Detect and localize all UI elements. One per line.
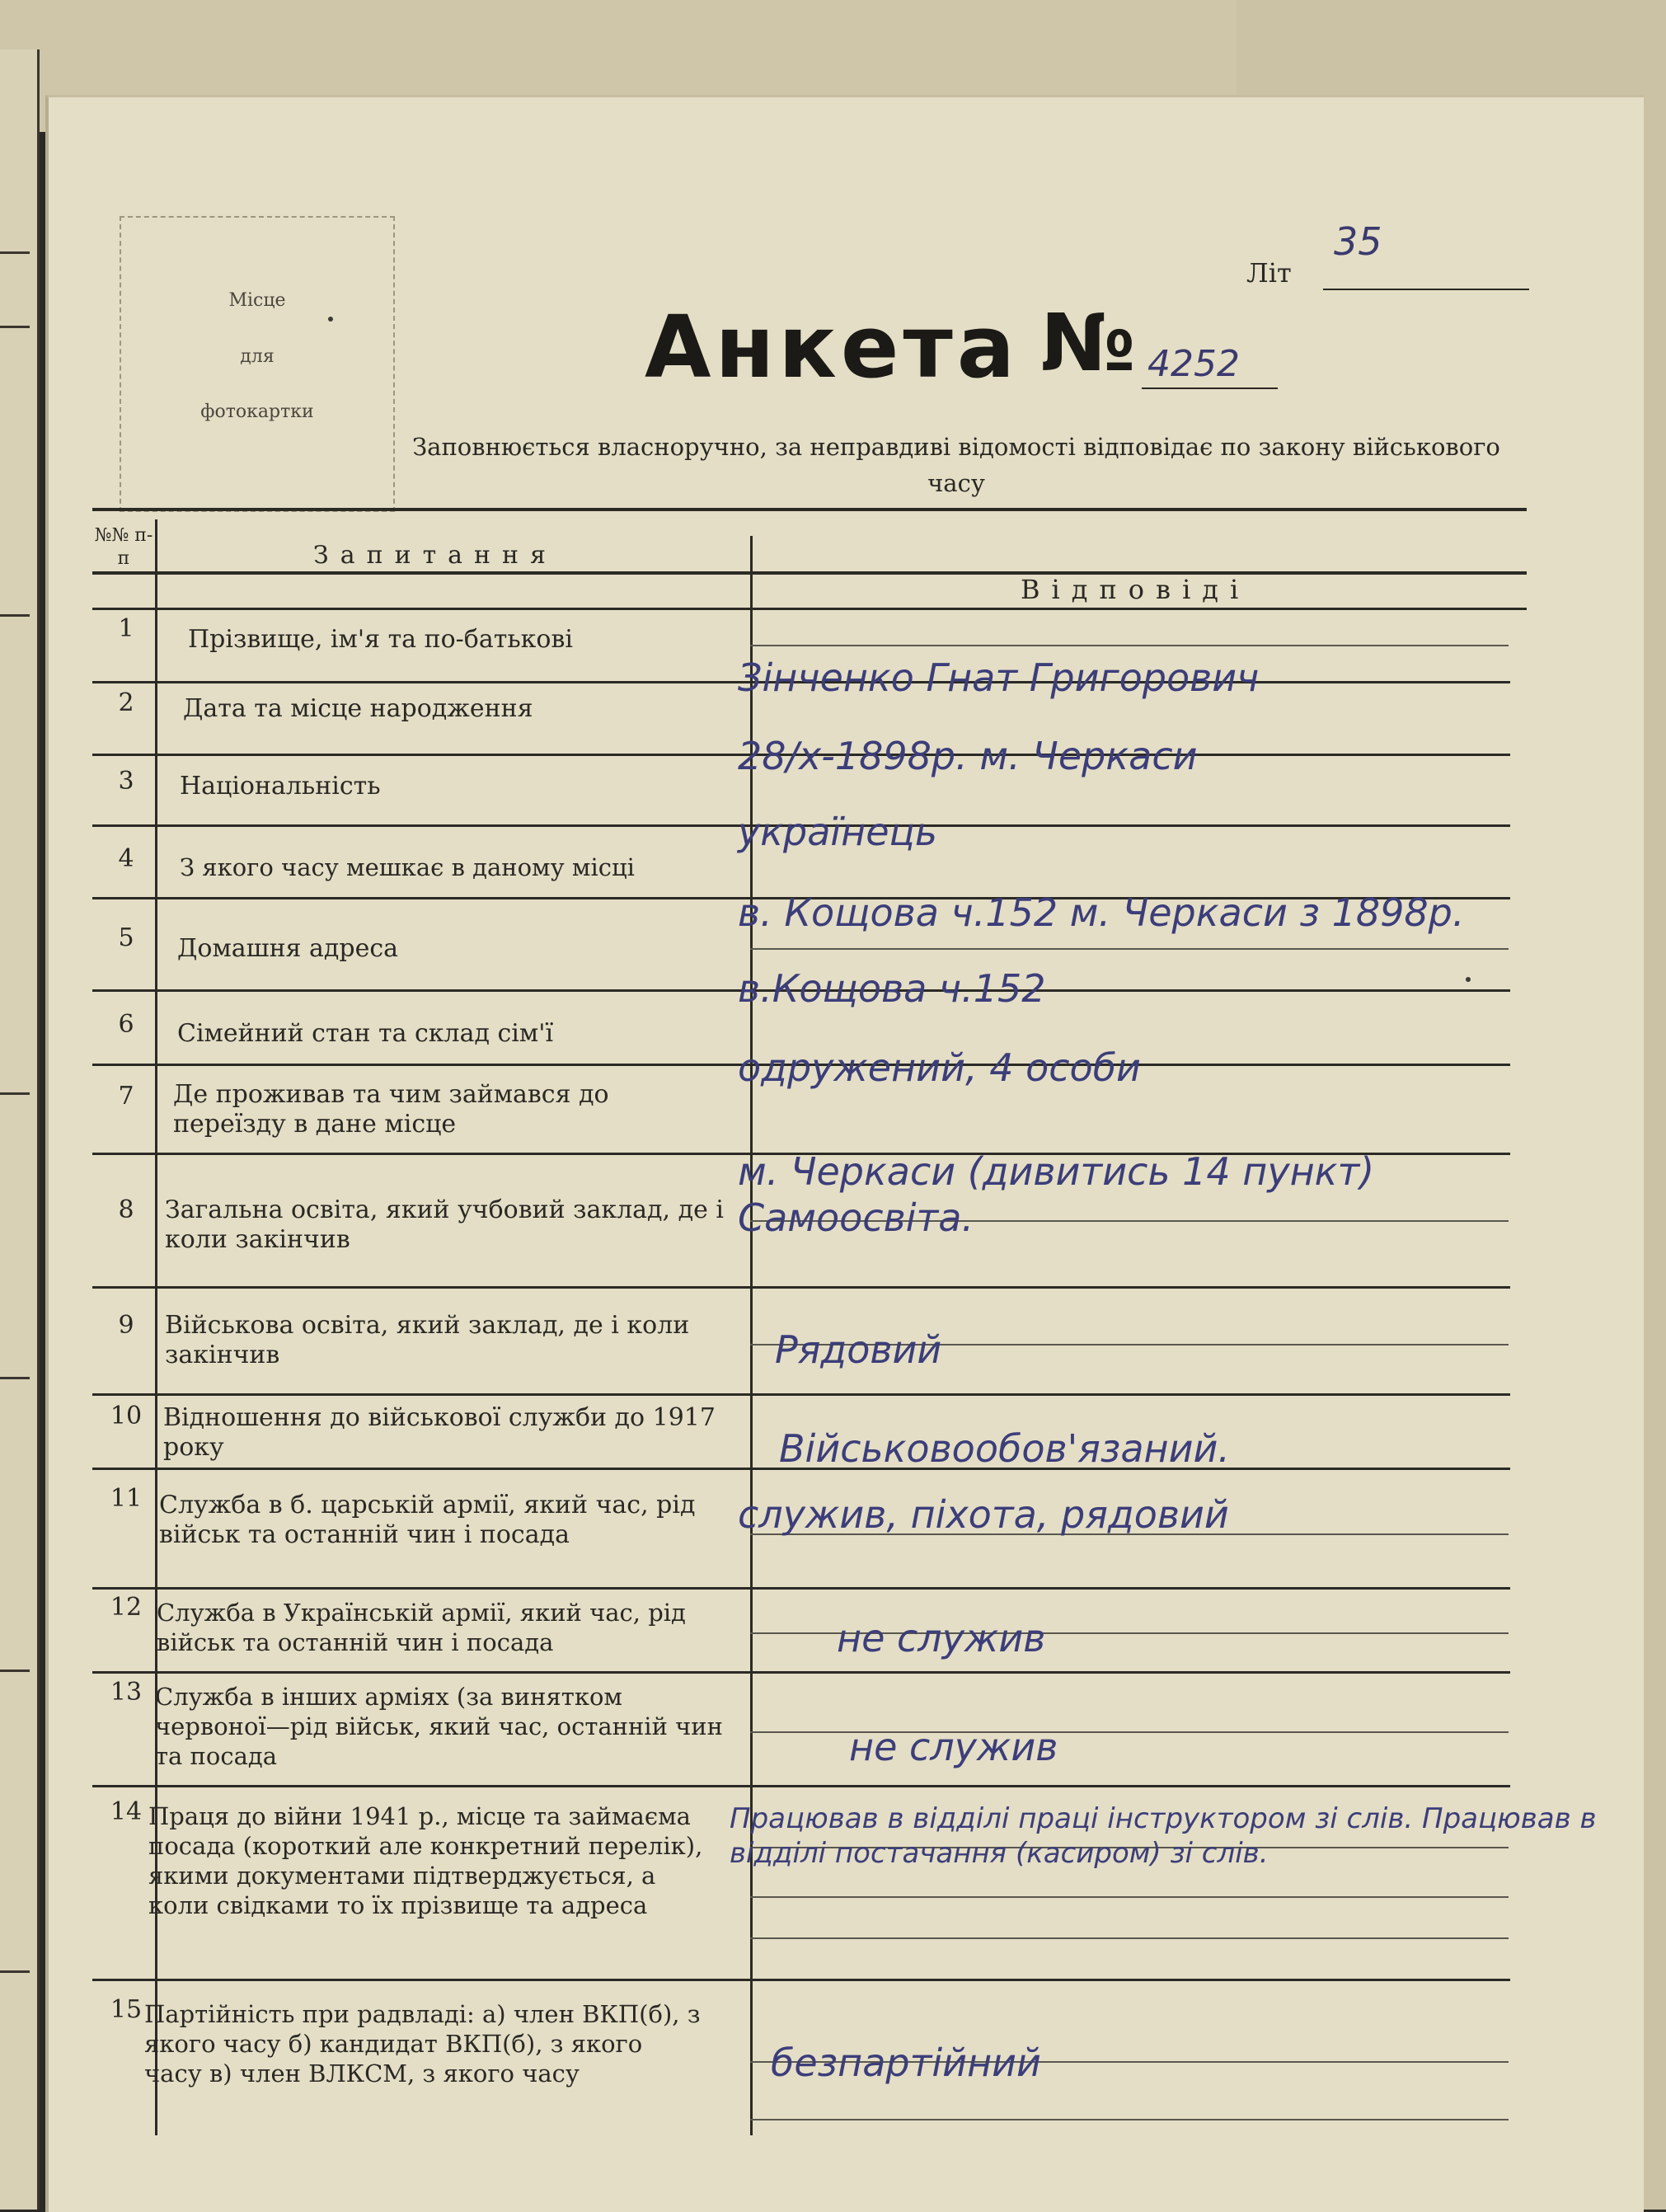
row-number: 15 (110, 1995, 143, 2024)
row-number: 4 (118, 844, 134, 873)
row-answer: Працював в відділі праці інструктором зі слів. Працював в відділі постачання (касиром) зі слів. (730, 1802, 1597, 1870)
photo-label-2: для (240, 346, 275, 367)
row-number: 10 (110, 1402, 143, 1430)
row-number: 11 (110, 1484, 143, 1513)
ink-dot (1466, 977, 1471, 982)
row-number: 2 (118, 688, 134, 717)
answer-rule (750, 948, 1509, 950)
row-answer: українець (738, 810, 937, 854)
row-answer: не служив (837, 1616, 1046, 1660)
row-answer: одружений, 4 особи (738, 1045, 1141, 1090)
row-number: 6 (118, 1010, 134, 1039)
row-question: Служба в б. царській армії, який час, рід військ та останній чин і посада (159, 1491, 696, 1549)
answer-rule (750, 1896, 1509, 1898)
row-question: З якого часу мешкає в даному місці (180, 853, 635, 881)
row-answer: 28/х-1898р. м. Черкаси (738, 734, 1198, 778)
subtitle: Заповнюється власноручно, за неправдиві відомості відповідає по закону військового часу (412, 433, 1500, 497)
row-answer: Самоосвіта. (738, 1195, 974, 1240)
row-number: 14 (110, 1797, 143, 1826)
row-question: Відношення до військової служби до 1917 року (163, 1403, 716, 1462)
row-answer: Зінченко Гнат Григорович (738, 655, 1260, 700)
table-top-line (92, 508, 1527, 511)
answer-rule (750, 2119, 1509, 2120)
row-answer: в.Кощова ч.152 (738, 966, 1046, 1011)
answer-rule (750, 1937, 1509, 1939)
row-number: 13 (110, 1678, 143, 1707)
row-question: Домашня адреса (177, 934, 399, 963)
photo-placeholder (120, 216, 395, 512)
row-question: Служба в інших арміях (за винятком червоної—рід військ, який час, останній чин та посада (155, 1683, 723, 1770)
answer-rule (750, 645, 1509, 646)
row-number: 3 (118, 767, 134, 796)
header-line-1 (92, 571, 1527, 575)
lit-value: 35 (1334, 219, 1382, 264)
photo-label-3: фотокартки (200, 402, 314, 422)
row-question: Національність (180, 772, 381, 801)
page-title: Анкета (645, 297, 1019, 397)
number-sign: № (1040, 297, 1136, 389)
row-question: Сімейний стан та склад сім'ї (177, 1019, 554, 1048)
left-page-edge (0, 49, 40, 2210)
row-separator (92, 1393, 1510, 1396)
row-question: Військова освіта, який заклад, де і коли закінчив (165, 1311, 690, 1369)
row-answer: безпартійний (771, 2041, 1041, 2085)
form-number-underline (1142, 387, 1278, 389)
row-question: Прізвище, ім'я та по-батькові (188, 625, 573, 654)
row-question: Де проживав та чим займався до переїзду в дане місце (173, 1080, 609, 1139)
row-separator (92, 1979, 1510, 1981)
row-number: 12 (110, 1593, 143, 1622)
row-separator (92, 1286, 1510, 1289)
header-questions: Запитання (313, 541, 557, 570)
row-question: Праця до війни 1941 р., місце та займаєма посада (короткий але конкретний перелік), якими документами підтверджується, а коли свідками то їх прізвище та адреса (148, 1802, 703, 1919)
row-separator (92, 1785, 1510, 1787)
header-line-2 (92, 608, 1527, 610)
row-question: Загальна освіта, який учбовий заклад, де і коли закінчив (165, 1195, 724, 1254)
header-answers: Відповіді (1021, 574, 1251, 605)
lit-underline (1323, 289, 1529, 290)
lit-label: Літ (1246, 257, 1292, 289)
row-number: 5 (118, 923, 134, 952)
ink-dot (328, 317, 333, 322)
row-number: 8 (118, 1195, 134, 1224)
row-answer: Військовообов'язаний. (779, 1426, 1231, 1471)
row-question: Дата та місце народження (183, 694, 533, 723)
header-number: №№ п-п (94, 525, 153, 569)
row-answer: в. Кощова ч.152 м. Черкаси з 1898р. (738, 890, 1465, 935)
row-number: 1 (118, 614, 134, 643)
row-separator (92, 1671, 1510, 1674)
row-answer: не служив (849, 1725, 1058, 1769)
row-answer: служив, піхота, рядовий (738, 1492, 1229, 1537)
form-number: 4252 (1147, 343, 1240, 385)
row-number: 9 (118, 1311, 134, 1340)
row-question: Партійність при радвладі: а) член ВКП(б), з якого часу б) кандидат ВКП(б), з якого часу в) член ВЛКСМ, з якого часу (144, 2000, 701, 2088)
row-number: 7 (118, 1082, 134, 1111)
row-separator (92, 1587, 1510, 1590)
row-answer: Рядовий (775, 1327, 942, 1372)
row-answer: м. Черкаси (дивитись 14 пункт) (738, 1149, 1375, 1194)
row-question: Служба в Українській армії, який час, рід військ та останній чин і посада (157, 1599, 686, 1656)
photo-label-1: Місце (228, 290, 286, 311)
